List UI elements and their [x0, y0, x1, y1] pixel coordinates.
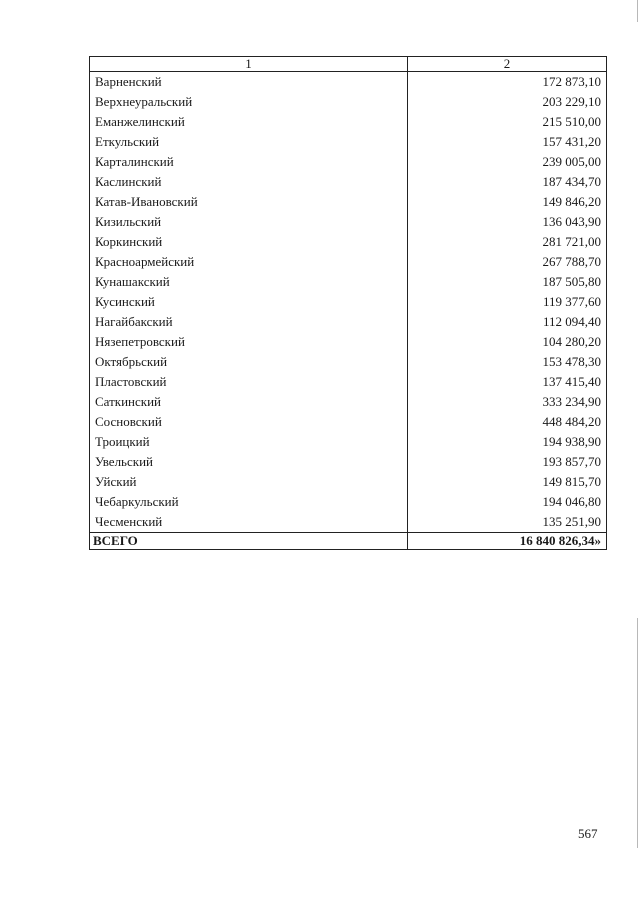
table-row	[90, 232, 607, 252]
table-row	[90, 212, 607, 232]
district-name: Еткульский	[90, 132, 408, 152]
table-row	[90, 472, 607, 492]
district-name: Октябрьский	[90, 352, 408, 372]
district-amount: 149 846,20	[408, 192, 607, 212]
district-amount: 187 434,70	[408, 172, 607, 192]
district-amount: 136 043,90	[408, 212, 607, 232]
table-row	[90, 192, 607, 212]
district-name: Уйский	[90, 472, 408, 492]
table-header-row	[90, 57, 607, 72]
district-amount: 172 873,10	[408, 72, 607, 93]
district-name: Коркинский	[90, 232, 408, 252]
table-total-row	[90, 533, 607, 550]
table-row	[90, 372, 607, 392]
table-row	[90, 132, 607, 152]
district-name: Еманжелинский	[90, 112, 408, 132]
table-row	[90, 112, 607, 132]
district-name: Карталинский	[90, 152, 408, 172]
table-row	[90, 352, 607, 372]
district-amount: 215 510,00	[408, 112, 607, 132]
district-amount: 153 478,30	[408, 352, 607, 372]
total-label: ВСЕГО	[90, 533, 408, 550]
district-name: Нязепетровский	[90, 332, 408, 352]
column-header-1: 1	[90, 57, 408, 72]
district-amount: 239 005,00	[408, 152, 607, 172]
table-row	[90, 92, 607, 112]
district-amount: 137 415,40	[408, 372, 607, 392]
district-amount: 157 431,20	[408, 132, 607, 152]
district-amount: 119 377,60	[408, 292, 607, 312]
table-row	[90, 312, 607, 332]
table-row	[90, 292, 607, 312]
district-amount: 149 815,70	[408, 472, 607, 492]
table-row	[90, 392, 607, 412]
district-amount: 187 505,80	[408, 272, 607, 292]
district-name: Увельский	[90, 452, 408, 472]
district-name: Верхнеуральский	[90, 92, 408, 112]
district-name: Красноармейский	[90, 252, 408, 272]
table-row	[90, 512, 607, 533]
table-row	[90, 492, 607, 512]
table-row	[90, 452, 607, 472]
budget-table	[89, 56, 607, 550]
district-name: Саткинский	[90, 392, 408, 412]
district-amount: 333 234,90	[408, 392, 607, 412]
column-header-2: 2	[408, 57, 607, 72]
district-amount: 267 788,70	[408, 252, 607, 272]
district-name: Каслинский	[90, 172, 408, 192]
table-row	[90, 252, 607, 272]
scan-edge-line	[637, 0, 638, 22]
district-amount: 194 938,90	[408, 432, 607, 452]
district-amount: 104 280,20	[408, 332, 607, 352]
district-amount: 281 721,00	[408, 232, 607, 252]
district-amount: 193 857,70	[408, 452, 607, 472]
table-row	[90, 272, 607, 292]
district-name: Кизильский	[90, 212, 408, 232]
district-name: Сосновский	[90, 412, 408, 432]
district-amount: 135 251,90	[408, 512, 607, 533]
table-row	[90, 172, 607, 192]
district-name: Варненский	[90, 72, 408, 93]
district-amount: 448 484,20	[408, 412, 607, 432]
district-name: Чебаркульский	[90, 492, 408, 512]
scan-edge-line	[637, 618, 638, 848]
district-name: Катав-Ивановский	[90, 192, 408, 212]
district-amount: 112 094,40	[408, 312, 607, 332]
table-row	[90, 332, 607, 352]
total-amount: 16 840 826,34»	[408, 533, 607, 550]
table-row	[90, 152, 607, 172]
district-name: Нагайбакский	[90, 312, 408, 332]
table-row	[90, 432, 607, 452]
table-row	[90, 412, 607, 432]
page-number: 567	[578, 826, 598, 841]
district-name: Кунашакский	[90, 272, 408, 292]
table-row	[90, 72, 607, 93]
district-name: Чесменский	[90, 512, 408, 533]
district-name: Троицкий	[90, 432, 408, 452]
district-amount: 203 229,10	[408, 92, 607, 112]
district-name: Кусинский	[90, 292, 408, 312]
district-name: Пластовский	[90, 372, 408, 392]
district-amount: 194 046,80	[408, 492, 607, 512]
table-body	[90, 72, 607, 533]
